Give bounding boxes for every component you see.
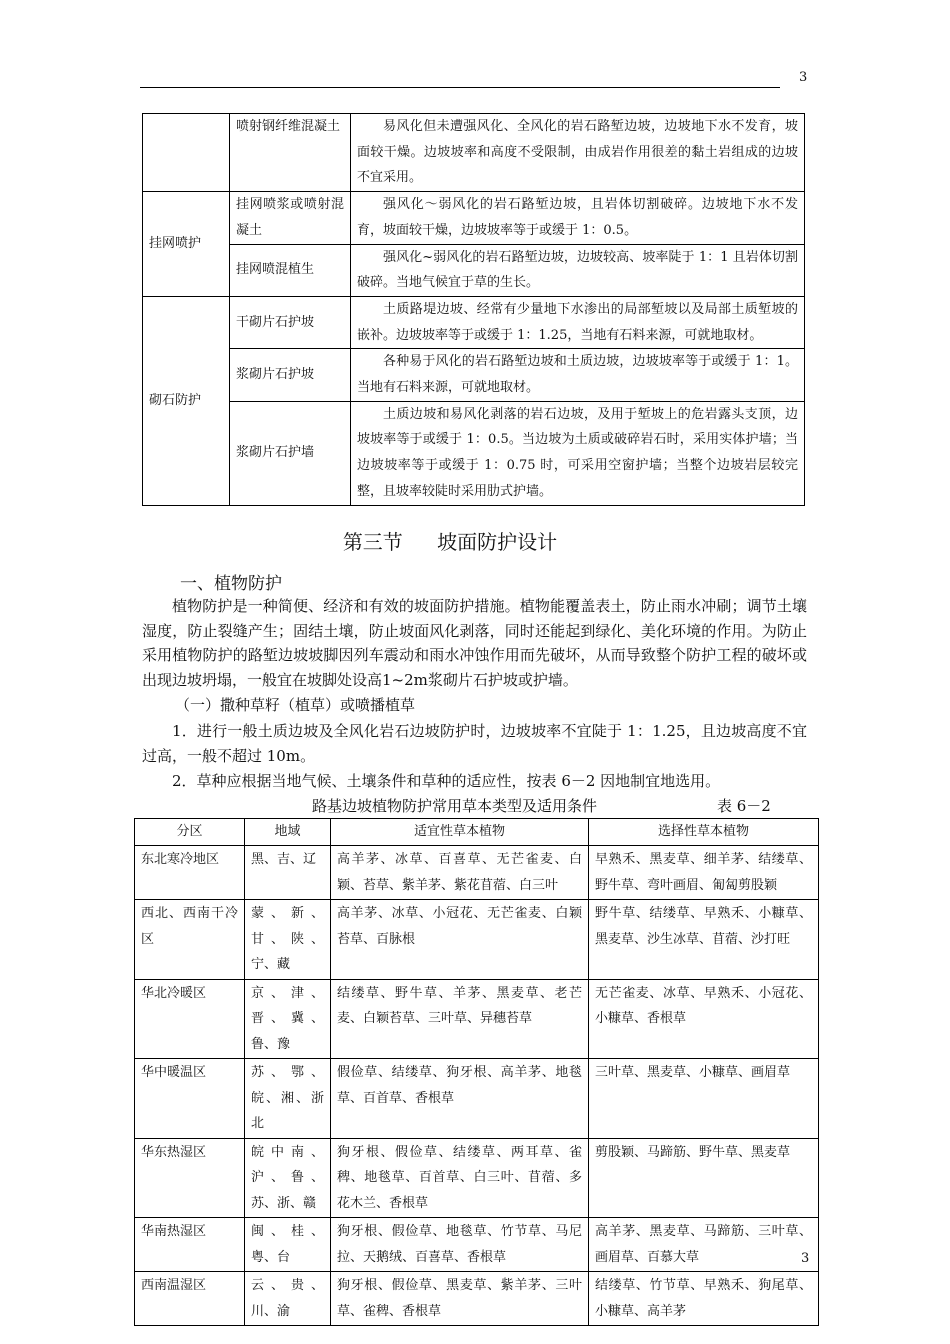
method-cell: 浆砌片石护墙 [230, 401, 351, 505]
table-row [135, 900, 819, 980]
table-header-row [135, 819, 819, 846]
description-cell: 土质路堤边坡、经常有少量地下水渗出的局部堑坡以及局部土质堑坡的嵌补。边坡坡率等于或缓于 1：1.25，当地有石料来源，可就地取材。 [351, 296, 805, 348]
paragraph-item-1: 1．进行一般土质边坡及全风化岩石边坡防护时，边坡坡率不宜陡于 1：1.25，且边坡高度不宜过高，一般不超过 10m。 [142, 722, 807, 765]
footer-page-number: 3 [801, 1251, 810, 1266]
description-cell: 强风化~弱风化的岩石路堑边坡，边坡较高、坡率陡于 1：1 且岩体切割破碎。当地气候宜于草的生长。 [351, 244, 805, 296]
zone-cell: 西北、西南干冷区 [135, 900, 245, 980]
method-cell: 挂网喷混植生 [230, 244, 351, 296]
table-row [135, 979, 819, 1059]
suitable-grass-cell: 狗牙根、假俭草、结缕草、两耳草、雀稗、地毯草、百首草、白三叶、苜蓿、多花木兰、香根草 [331, 1138, 589, 1218]
region-cell: 黑、吉、辽 [245, 846, 331, 900]
header-rule [140, 87, 780, 88]
zone-cell: 华中暖温区 [135, 1059, 245, 1139]
region-cell: 京、津、晋、冀、鲁、豫 [245, 979, 331, 1059]
paragraph-intro: 植物防护是一种简便、经济和有效的坡面防护措施。植物能覆盖表土，防止雨水冲刷；调节土壤湿度，防止裂缝产生；固结土壤，防止坡面风化剥落，同时还能起到绿化、美化环境的作用。为防止采用植物防护的路堑边坡坡脚因列车震动和雨水冲蚀作用而先破坏，从而导致整个防护工程的破坏或出现边坡坍塌，一般宜在坡脚处设高1~2m浆砌片石护坡或护墙。 [142, 597, 807, 689]
column-header: 分区 [135, 819, 245, 846]
table-number: 表 6－2 [717, 797, 771, 815]
table-row [135, 1272, 819, 1326]
zone-cell: 华东热湿区 [135, 1138, 245, 1218]
section-title [0, 526, 900, 555]
paragraph-item-2: 2．草种应根据当地气候、土壤条件和草种的适应性，按表 6－2 因地制宜地选用。 [172, 772, 721, 790]
region-cell: 苏、鄂、皖、湘、浙北 [245, 1059, 331, 1139]
region-cell: 蒙、新、甘、陕、宁、藏 [245, 900, 331, 980]
zone-cell: 华北冷暖区 [135, 979, 245, 1059]
table-row [143, 192, 805, 244]
zone-cell: 华南热湿区 [135, 1218, 245, 1272]
suitable-grass-cell: 狗牙根、假俭草、黑麦草、紫羊茅、三叶草、雀稗、香根草 [331, 1272, 589, 1326]
suitable-grass-cell: 高羊茅、冰草、小冠花、无芒雀麦、白颖苔草、百脉根 [331, 900, 589, 980]
description-cell: 土质边坡和易风化剥落的岩石边坡，及用于堑坡上的危岩露头支顶，边坡坡率等于或缓于 1：0.5。当边坡为土质或破碎岩石时，采用实体护墙；当边坡坡率等于或缓于 1：0.75 时，可采用空窗护墙；当整个边坡岩层较完整，且坡率较陡时采用肋式护墙。 [351, 401, 805, 505]
region-cell: 皖中南、沪、鲁、苏、浙、赣 [245, 1138, 331, 1218]
table-row [135, 1059, 819, 1139]
table-row [143, 401, 805, 505]
table-row [143, 349, 805, 401]
group-cell: 砌石防护 [143, 296, 230, 505]
group-cell-empty [143, 114, 230, 192]
optional-grass-cell: 无芒雀麦、冰草、早熟禾、小冠花、小糠草、香根草 [589, 979, 819, 1059]
header-page-number: 3 [799, 70, 808, 85]
table-row [143, 114, 805, 192]
column-header: 适宜性草本植物 [331, 819, 589, 846]
description-cell: 易风化但未遭强风化、全风化的岩石路堑边坡，边坡地下水不发育，坡面较干燥。边坡坡率和高度不受限制，由成岩作用很差的黏土岩组成的边坡不宜采用。 [351, 114, 805, 192]
optional-grass-cell: 早熟禾、黑麦草、细羊茅、结缕草、野牛草、弯叶画眉、匍匐剪股颖 [589, 846, 819, 900]
suitable-grass-cell: 结缕草、野牛草、羊茅、黑麦草、老芒麦、白颖苔草、三叶草、异穗苔草 [331, 979, 589, 1059]
zone-cell: 东北寒冷地区 [135, 846, 245, 900]
section-heading: 坡面防护设计 [437, 530, 558, 554]
protection-methods-table [142, 113, 805, 506]
method-cell: 浆砌片石护坡 [230, 349, 351, 401]
table-row [143, 244, 805, 296]
grass-types-table [134, 818, 819, 1326]
region-cell: 闽、桂、粤、台 [245, 1218, 331, 1272]
zone-cell: 西南温湿区 [135, 1272, 245, 1326]
region-cell: 云、贵、川、渝 [245, 1272, 331, 1326]
suitable-grass-cell: 高羊茅、冰草、百喜草、无芒雀麦、白颖、苔草、紫羊茅、紫花苜蓿、白三叶 [331, 846, 589, 900]
method-cell: 干砌片石护坡 [230, 296, 351, 348]
group-cell: 挂网喷护 [143, 192, 230, 297]
column-header: 选择性草本植物 [589, 819, 819, 846]
section-label: 第三节 [342, 530, 403, 554]
optional-grass-cell: 高羊茅、黑麦草、马蹄筋、三叶草、画眉草、百慕大草 [589, 1218, 819, 1272]
method-cell: 挂网喷浆或喷射混凝土 [230, 192, 351, 244]
subheading-seeding: （一）撒种草籽（植草）或喷播植草 [175, 696, 416, 714]
column-header: 地域 [245, 819, 331, 846]
table-row [135, 1218, 819, 1272]
optional-grass-cell: 野牛草、结缕草、早熟禾、小糠草、黑麦草、沙生冰草、苜蓿、沙打旺 [589, 900, 819, 980]
table-caption [312, 795, 771, 816]
description-cell: 各种易于风化的岩石路堑边坡和土质边坡，边坡坡率等于或缓于 1：1。当地有石料来源，可就地取材。 [351, 349, 805, 401]
optional-grass-cell: 结缕草、竹节草、早熟禾、狗尾草、小糠草、高羊茅 [589, 1272, 819, 1326]
suitable-grass-cell: 狗牙根、假俭草、地毯草、竹节草、马尼拉、天鹅绒、百喜草、香根草 [331, 1218, 589, 1272]
table-caption-text: 路基边坡植物防护常用草本类型及适用条件 [312, 797, 598, 815]
suitable-grass-cell: 假俭草、结缕草、狗牙根、高羊茅、地毯草、百首草、香根草 [331, 1059, 589, 1139]
table-row [135, 846, 819, 900]
optional-grass-cell: 剪股颖、马蹄筋、野牛草、黑麦草 [589, 1138, 819, 1218]
description-cell: 强风化～弱风化的岩石路堑边坡，且岩体切割破碎。边坡地下水不发育，坡面较干燥，边坡坡率等于或缓于 1：0.5。 [351, 192, 805, 244]
heading-plant-protection: 一、植物防护 [180, 574, 282, 594]
table-row [135, 1138, 819, 1218]
method-cell: 喷射钢纤维混凝土 [230, 114, 351, 192]
table-row [143, 296, 805, 348]
optional-grass-cell: 三叶草、黑麦草、小糠草、画眉草 [589, 1059, 819, 1139]
